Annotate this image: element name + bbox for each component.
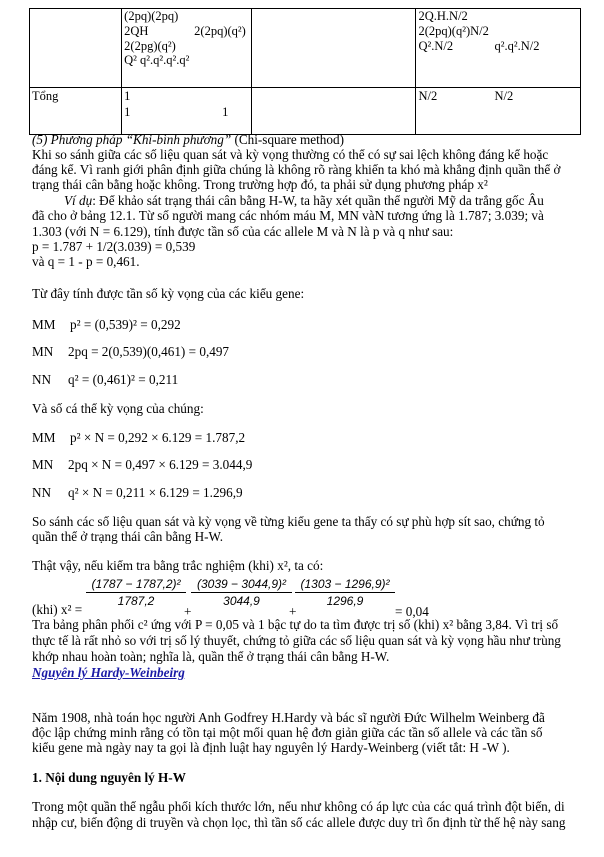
cell-text: 2(2pq)(q²) <box>194 24 246 38</box>
section-heading: 1. Nội dung nguyên lý H-W <box>32 770 186 785</box>
cell-text: 2(2pg)(q²) <box>124 39 176 53</box>
fraction: $\frac{\text{(1303 − 1296,9)²}}{1296,9}$ <box>295 576 395 609</box>
heading-rest: (Chi-square method) <box>231 132 344 147</box>
formula-row: MN 2pq × N = 0,497 × 6.129 = 3.044,9 <box>32 457 253 472</box>
paragraph-line: nhập cư, biến động di truyền và chọn lọc, thì tần số các allele được duy trì ổn định từ thế hệ này sang <box>32 815 566 830</box>
cell-text: 1 <box>222 105 229 119</box>
table-cell <box>251 9 416 88</box>
paragraph-line: và q = 1 - p = 0,461. <box>32 254 140 269</box>
cell-text: N/2 <box>494 89 514 103</box>
paragraph-line: Năm 1908, nhà toán học người Anh Godfrey H.Hardy và bác sĩ người Đức Wilhelm Weinberg đã <box>32 710 545 725</box>
table-cell <box>416 9 581 88</box>
paragraph-line: đáng kể. Vì ranh giới phân định giữa chúng là không rõ ràng khiến ta khó mà khẳng định quần thể ở <box>32 162 561 177</box>
section-heading <box>32 133 344 147</box>
table-cell <box>416 88 581 135</box>
formula-row: MN 2pq = 2(0,539)(0,461) = 0,497 <box>32 344 230 359</box>
paragraph-line: Từ đây tính được tần số kỳ vọng của các kiểu gene: <box>32 286 305 301</box>
table-cell <box>122 88 252 135</box>
paragraph-line: đã cho ở bảng 12.1. Từ số người mang các nhóm máu M, MN vàN tương ứng là 1.787; 3.039; và <box>32 208 544 223</box>
paragraph-line: Trong một quần thể ngẫu phối kích thước lớn, nếu như không có áp lực của các quá trình đột biến, di <box>32 799 565 814</box>
example-label: Ví dụ <box>64 193 93 208</box>
cell-text: 2QH <box>124 24 149 38</box>
paragraph-line: Tra bảng phân phối c² ứng với P = 0,05 và 1 bậc tự do ta tìm được trị số (khi) x² bằng 3,84. Vì trị số <box>32 617 559 632</box>
paragraph-line: p = 1.787 + 1/2(3.039) = 0,539 <box>32 239 196 254</box>
plus-sign: + <box>184 604 192 619</box>
cell-text: N/2 <box>418 89 438 103</box>
formula-row: MM p² = (0,539)² = 0,292 <box>32 317 181 332</box>
table-cell <box>122 9 252 88</box>
fraction: $\frac{\text{(3039 − 3044,9)²}}{3044,9}$ <box>191 576 292 609</box>
cell-text: 1 <box>124 89 131 103</box>
cell-text: (2pq)(2pq) <box>124 9 179 23</box>
cell-text: 1 <box>124 105 131 119</box>
table-cell <box>251 88 416 135</box>
paragraph-line: So sánh các số liệu quan sát và kỳ vọng về từng kiểu gene ta thấy có sự phù hợp sít sao, chứng tỏ <box>32 514 545 529</box>
paragraph-line: thực tế là rất nhỏ so với trị số lý thuyết, chứng tỏ giữa các số liệu quan sát và kỳ vọng hầu như trùng <box>32 633 561 648</box>
plus-sign: + <box>289 604 297 619</box>
paragraph-line: khớp nhau hoàn toàn; nghĩa là, quần thể ở trạng thái cân bằng H-W. <box>32 649 390 664</box>
total-label: Tổng <box>32 89 59 103</box>
fraction: $\frac{\text{(1787 − 1787,2)²}}{1787,2}$ <box>86 576 186 609</box>
genotype-table <box>29 8 581 135</box>
paragraph-line: Và số cá thể kỳ vọng của chúng: <box>32 401 204 416</box>
table-cell <box>30 9 122 88</box>
paragraph-line: kiểu gene mà ngày nay ta gọi là định luật hay nguyên lý Hardy-Weinberg (viết tắt: H -W ). <box>32 740 510 755</box>
paragraph-line: quần thể ở trạng thái cân bằng H-W. <box>32 529 224 544</box>
formula-row: NN q² = (0,461)² = 0,211 <box>32 372 179 387</box>
paragraph-line: trạng thái cân bằng hoặc không. Trong trường hợp đó, ta phải sử dụng phương pháp x² <box>32 177 488 192</box>
table-row <box>30 88 581 135</box>
cell-text: 2(2pq)(q²)N/2 <box>418 24 489 38</box>
formula-row: MM p² × N = 0,292 × 6.129 = 1.787,2 <box>32 430 246 445</box>
formula-row: NN q² × N = 0,211 × 6.129 = 1.296,9 <box>32 485 243 500</box>
example-line: Ví dụ: Để khảo sát trạng thái cân bằng H-W, ta hãy xét quần thể người Mỹ da trắng gốc Âu <box>64 193 544 208</box>
paragraph-line: 1.303 (với N = 6.129), tính được tần số của các allele M và N là p và q như sau: <box>32 224 454 239</box>
paragraph-line: độc lập chứng minh rằng có tồn tại một mối quan hệ đơn giản giữa các tần số allele và các tần số <box>32 725 543 740</box>
cell-text: Q² q².q².q².q² <box>124 53 190 67</box>
paragraph-line: Thật vậy, nếu kiểm tra bằng trắc nghiệm (khi) x², ta có: <box>32 558 324 573</box>
cell-text: 2Q.H.N/2 <box>418 9 468 23</box>
cell-text: q².q².N/2 <box>494 39 540 53</box>
table-row <box>30 9 581 88</box>
cell-text: Q².N/2 <box>418 39 454 53</box>
paragraph-line: Khi so sánh giữa các số liệu quan sát và kỳ vọng thường có thể có sự sai lệch không đáng kể hoặc <box>32 147 549 162</box>
chi-result: = 0,04 <box>395 604 429 619</box>
table-cell <box>30 88 122 135</box>
chi-lhs: (khi) x² = <box>32 602 83 617</box>
hardy-weinberg-link[interactable]: Nguyên lý Hardy-Weinbeirg <box>32 665 185 680</box>
heading-italic: (5) Phương pháp “Khi-bình phương” <box>32 132 232 147</box>
